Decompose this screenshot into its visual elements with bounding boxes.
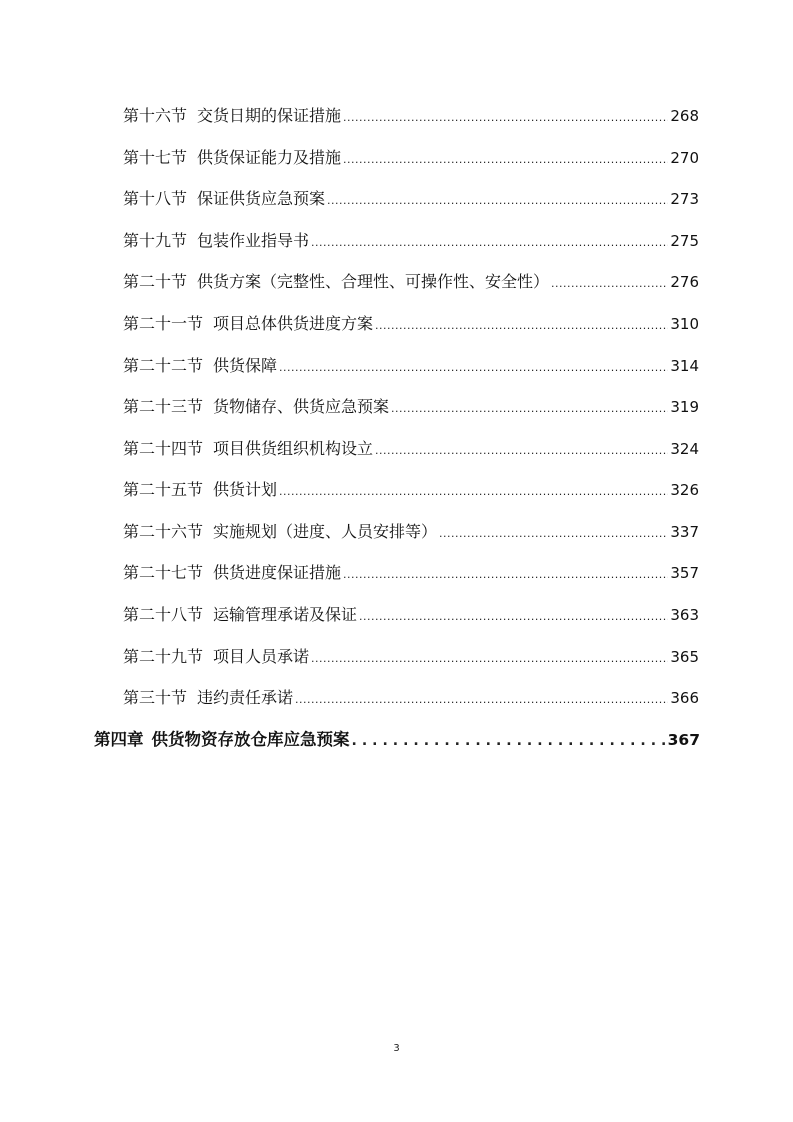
dot-leader xyxy=(343,106,668,130)
section-number: 第十六节 xyxy=(123,106,188,125)
section-title: 交货日期的保证措施 xyxy=(197,106,342,125)
page-number: 337 xyxy=(670,523,699,541)
toc-chapter-entry[interactable] xyxy=(94,728,700,752)
section-title: 货物储存、供货应急预案 xyxy=(213,397,390,416)
page-number: 363 xyxy=(670,606,699,624)
page-number: 367 xyxy=(667,731,700,749)
page-number: 275 xyxy=(670,232,699,250)
section-title: 供货进度保证措施 xyxy=(213,563,342,582)
toc-entry[interactable] xyxy=(123,437,699,461)
toc-entry[interactable] xyxy=(123,603,699,627)
toc-entry[interactable] xyxy=(123,478,699,502)
page-number: 276 xyxy=(670,273,699,291)
toc-entry[interactable] xyxy=(123,270,699,294)
dot-leader xyxy=(375,439,668,463)
page-number: 314 xyxy=(670,357,699,375)
chapter-title: 供货物资存放仓库应急预案 xyxy=(151,730,350,749)
section-number: 第二十节 xyxy=(123,272,188,291)
section-title: 实施规划（进度、人员安排等） xyxy=(213,522,438,541)
dot-leader xyxy=(279,480,668,504)
section-title: 运输管理承诺及保证 xyxy=(213,605,358,624)
section-title: 供货保证能力及措施 xyxy=(197,148,342,167)
section-number: 第二十二节 xyxy=(123,356,204,375)
dot-leader xyxy=(352,729,666,753)
toc-entry[interactable] xyxy=(123,354,699,378)
section-title: 违约责任承诺 xyxy=(197,688,294,707)
chapter-number: 第四章 xyxy=(94,730,144,749)
page-number: 366 xyxy=(670,689,699,707)
section-title: 保证供货应急预案 xyxy=(197,189,326,208)
section-number: 第二十六节 xyxy=(123,522,204,541)
toc-entry[interactable] xyxy=(123,395,699,419)
page-number: 365 xyxy=(670,648,699,666)
page-number: 268 xyxy=(670,107,699,125)
toc-entry[interactable] xyxy=(123,561,699,585)
page-number: 326 xyxy=(670,481,699,499)
section-number: 第二十四节 xyxy=(123,439,204,458)
section-title: 供货保障 xyxy=(213,356,278,375)
section-number: 第二十一节 xyxy=(123,314,204,333)
section-number: 第二十九节 xyxy=(123,647,204,666)
section-title: 供货方案（完整性、合理性、可操作性、安全性） xyxy=(197,272,550,291)
section-title: 项目人员承诺 xyxy=(213,647,310,666)
section-number: 第三十节 xyxy=(123,688,188,707)
toc-entry[interactable] xyxy=(123,686,699,710)
page-number: 324 xyxy=(670,440,699,458)
dot-leader xyxy=(295,688,668,712)
toc-entry[interactable] xyxy=(123,146,699,170)
footer-page-number: 3 xyxy=(393,1043,400,1054)
dot-leader xyxy=(343,148,668,172)
dot-leader xyxy=(311,647,668,671)
toc-entry[interactable] xyxy=(123,229,699,253)
section-number: 第十七节 xyxy=(123,148,188,167)
toc-entry[interactable] xyxy=(123,187,699,211)
section-number: 第二十三节 xyxy=(123,397,204,416)
section-title: 供货计划 xyxy=(213,480,278,499)
toc-entry[interactable] xyxy=(123,520,699,544)
dot-leader xyxy=(551,272,668,296)
section-title: 项目总体供货进度方案 xyxy=(213,314,374,333)
page-number: 357 xyxy=(670,564,699,582)
section-number: 第十八节 xyxy=(123,189,188,208)
section-number: 第二十五节 xyxy=(123,480,204,499)
dot-leader xyxy=(391,397,668,421)
page-number: 319 xyxy=(670,398,699,416)
dot-leader xyxy=(439,522,668,546)
dot-leader xyxy=(311,231,668,255)
dot-leader xyxy=(327,189,668,213)
dot-leader xyxy=(343,563,668,587)
section-number: 第二十七节 xyxy=(123,563,204,582)
page-number: 273 xyxy=(670,190,699,208)
section-title: 包装作业指导书 xyxy=(197,231,310,250)
page-number: 270 xyxy=(670,149,699,167)
section-number: 第十九节 xyxy=(123,231,188,250)
section-title: 项目供货组织机构设立 xyxy=(213,439,374,458)
toc-entry[interactable] xyxy=(123,645,699,669)
page-number: 310 xyxy=(670,315,699,333)
section-number: 第二十八节 xyxy=(123,605,204,624)
toc-entry[interactable] xyxy=(123,312,699,336)
dot-leader xyxy=(375,314,668,338)
dot-leader xyxy=(359,605,668,629)
dot-leader xyxy=(279,356,668,380)
toc-entry[interactable] xyxy=(123,104,699,128)
